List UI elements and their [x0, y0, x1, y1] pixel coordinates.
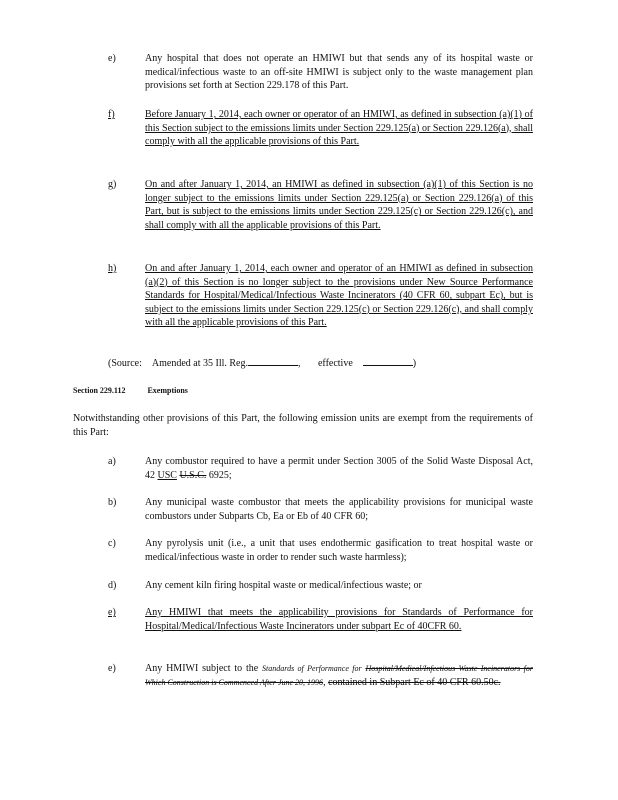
text-run: Any combustor required to have a permit under Section 3005 of the Solid Waste Disposal Act, 42 — [145, 456, 533, 481]
section-title: Exemptions — [147, 386, 188, 395]
source-sep: , — [297, 358, 301, 369]
source-prefix: (Source: — [108, 358, 142, 369]
source-note — [108, 355, 416, 371]
exemption-text — [145, 606, 533, 633]
text-run: Any HMIWI that meets the applicability provisions for Standards of Performance for Hospital/Medical/Infectious Waste Incinerators under subpart Ec of 40CFR 60. — [145, 607, 533, 632]
paragraph-label: f) — [108, 109, 115, 120]
text-run: U.S.C. — [179, 469, 207, 481]
register-blank — [248, 355, 298, 366]
exemption-text — [145, 496, 533, 523]
exemption-text — [145, 662, 533, 689]
text-run: Hospital/Medical/Infectious Waste Incinerators for Which Construction is Commenced After June 20, 1996 — [145, 664, 533, 687]
text-run: Any municipal waste combustor that meets the applicability provisions for municipal waste combustors under Subparts Cb, Ea or Eb of 40 CFR 60; — [145, 497, 533, 522]
exemption-label: d) — [108, 580, 117, 591]
exemption-label: e) — [108, 663, 116, 674]
exemption-label: c) — [108, 538, 116, 549]
source-text: Amended at 35 Ill. Reg. — [151, 358, 248, 369]
exemption-text — [145, 455, 533, 482]
text-run: Standards of Performance for — [262, 664, 362, 673]
paragraph-label: e) — [108, 53, 116, 64]
text-run: USC — [157, 469, 177, 481]
text-run: Any hospital that does not operate an HMIWI but that sends any of its hospital waste or medical/infectious waste to an off-site HMIWI is subject only to the waste management plan provisions set forth at Section 229.178 of this Part. — [145, 53, 533, 92]
text-run: contained in Subpart Ec of 40 CFR 60.50c. — [328, 676, 501, 688]
text-run: , — [323, 676, 329, 688]
exemption-label: e) — [108, 607, 116, 618]
section-number: Section 229.112 — [73, 386, 126, 395]
source-suffix: ) — [412, 358, 417, 369]
paragraph-text — [145, 52, 533, 93]
paragraph-text — [145, 108, 533, 149]
paragraph-label: h) — [108, 263, 117, 274]
text-run: On and after January 1, 2014, each owner and operator of an HMIWI as defined in subsection (a)(2) of this Section is no longer subject to the provisions under New Source Performance Standards for Hospital/Medical/Infectious Waste Incinerators (40 CFR 60, subpart Ec), but is subject to the emissions limits under Section 229.125(c) or Section 229.126(c), and shall comply with all the applicable provisions of this Part. — [145, 263, 533, 329]
exemption-text — [145, 537, 533, 564]
intro-paragraph: Notwithstanding other provisions of this Part, the following emission units are exempt from the requirements of this Part: — [73, 413, 533, 438]
text-run: Any pyrolysis unit (i.e., a unit that uses endothermic gasification to treat hospital waste or medical/infectious waste in order to render such waste harmless); — [145, 538, 533, 563]
exemption-text — [145, 579, 533, 593]
effective-date-blank — [363, 355, 413, 366]
section-heading — [73, 386, 210, 395]
paragraph-text — [145, 262, 533, 330]
text-run: Any cement kiln firing hospital waste or medical/infectious waste; or — [145, 580, 422, 591]
paragraph-text — [145, 178, 533, 232]
source-effective: effective — [317, 358, 353, 369]
text-run: 6925; — [206, 469, 232, 481]
paragraph-label: g) — [108, 179, 117, 190]
text-run: On and after January 1, 2014, an HMIWI as defined in subsection (a)(1) of this Section is no longer subject to the emissions limits under Section 229.125(a) or Section 229.126(a) of this Part, but is subject to the emissions limits under Section 229.125(c) or Section 229.126(c), and shall comply with all the applicable provisions of this Part. — [145, 179, 533, 231]
text-run: Any HMIWI subject to the — [145, 663, 263, 674]
exemption-label: a) — [108, 456, 116, 467]
text-run: Before January 1, 2014, each owner or operator of an HMIWI, as defined in subsection (a)(1) of this Section subject to the emissions limits under Section 229.125(a) or Section 229.126(a), shall comply with all the applicable provisions of this Part. — [145, 109, 533, 148]
exemption-label: b) — [108, 497, 117, 508]
